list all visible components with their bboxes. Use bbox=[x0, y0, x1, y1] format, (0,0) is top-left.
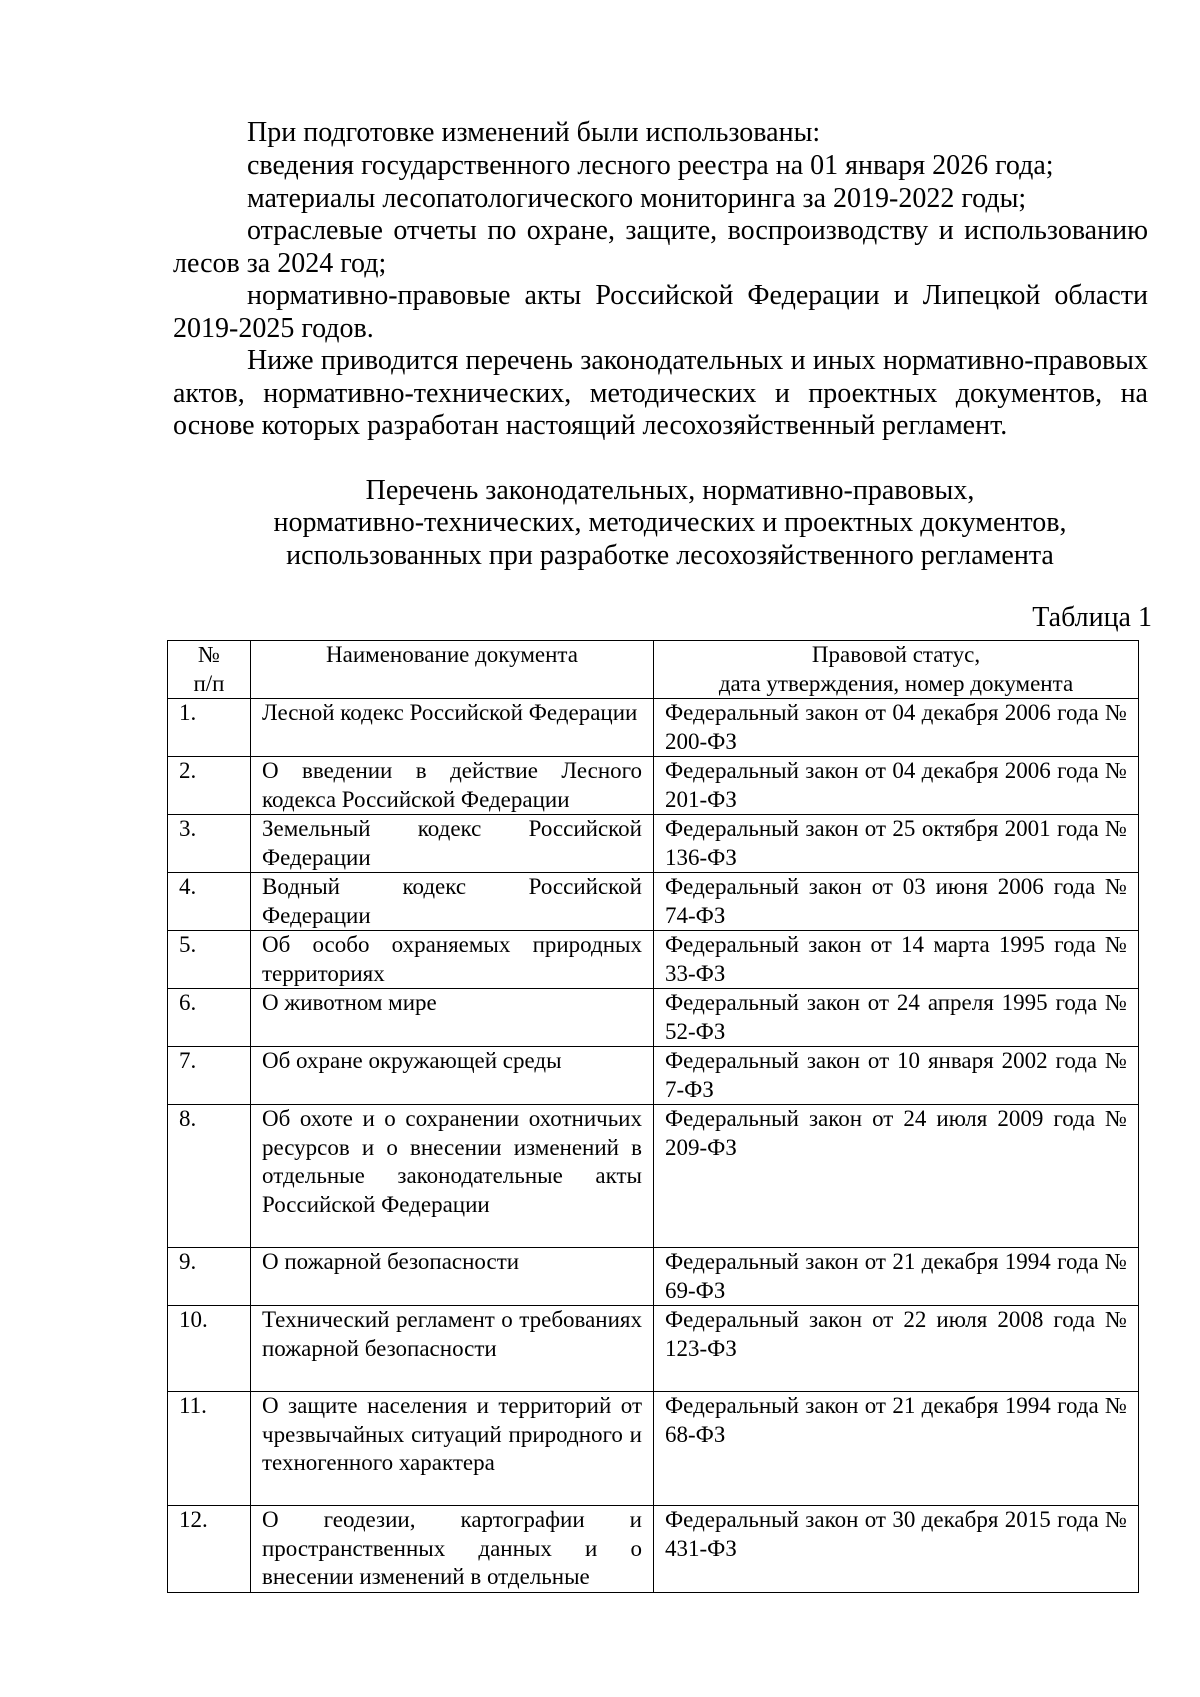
documents-table bbox=[167, 640, 1139, 1593]
table-row bbox=[168, 1248, 1139, 1306]
document-name: О введении в действие Лесного кодекса Российской Федерации bbox=[251, 757, 654, 815]
row-number: 2. bbox=[168, 757, 251, 815]
row-number: 9. bbox=[168, 1248, 251, 1306]
header-number bbox=[168, 641, 251, 699]
legal-status: Федеральный закон от 04 декабря 2006 года № 201-ФЗ bbox=[654, 757, 1139, 815]
row-number: 6. bbox=[168, 989, 251, 1047]
legal-status: Федеральный закон от 24 апреля 1995 года № 52-ФЗ bbox=[654, 989, 1139, 1047]
table-row bbox=[168, 1047, 1139, 1105]
row-number: 8. bbox=[168, 1105, 251, 1248]
row-number: 12. bbox=[168, 1506, 251, 1593]
table-caption: Таблица 1 bbox=[1032, 602, 1152, 633]
row-number: 5. bbox=[168, 931, 251, 989]
row-number: 4. bbox=[168, 873, 251, 931]
table-header-row bbox=[168, 641, 1139, 699]
table-row bbox=[168, 989, 1139, 1047]
row-number: 3. bbox=[168, 815, 251, 873]
paragraph-list-intro: Ниже приводится перечень законодательных и иных нормативно-правовых актов, нормативно-технических, методических и проектных документов, на основе которых разработан настоящий лесохозяйственный регламент. bbox=[173, 345, 1148, 441]
document-name: Водный кодекс Российской Федерации bbox=[251, 873, 654, 931]
document-name: Земельный кодекс Российской Федерации bbox=[251, 815, 654, 873]
document-name: О животном мире bbox=[251, 989, 654, 1047]
row-number: 10. bbox=[168, 1306, 251, 1392]
table-row bbox=[168, 931, 1139, 989]
legal-status: Федеральный закон от 24 июля 2009 года № 209-ФЗ bbox=[654, 1105, 1139, 1248]
document-name: Лесной кодекс Российской Федерации bbox=[251, 699, 654, 757]
paragraph-monitoring: материалы лесопатологического мониторинга за 2019-2022 годы; bbox=[247, 183, 1027, 214]
list-title-line-3: использованных при разработке лесохозяйственного регламента bbox=[286, 540, 1054, 571]
legal-status: Федеральный закон от 04 декабря 2006 года № 200-ФЗ bbox=[654, 699, 1139, 757]
legal-status: Федеральный закон от 22 июля 2008 года № 123-ФЗ bbox=[654, 1306, 1139, 1392]
table-row bbox=[168, 699, 1139, 757]
table-row bbox=[168, 1306, 1139, 1392]
legal-status: Федеральный закон от 14 марта 1995 года № 33-ФЗ bbox=[654, 931, 1139, 989]
header-legal-status bbox=[654, 641, 1139, 699]
document-name: О защите населения и территорий от чрезвычайных ситуаций природного и техногенного характера bbox=[251, 1392, 654, 1506]
table-row bbox=[168, 815, 1139, 873]
paragraph-industry-reports: отраслевые отчеты по охране, защите, воспроизводству и использованию лесов за 2024 год; bbox=[173, 215, 1148, 279]
document-name: Технический регламент о требованиях пожарной безопасности bbox=[251, 1306, 654, 1392]
document-name: О геодезии, картографии и пространственных данных и о внесении изменений в отдельные bbox=[251, 1506, 654, 1593]
document-name: О пожарной безопасности bbox=[251, 1248, 654, 1306]
legal-status: Федеральный закон от 30 декабря 2015 года № 431-ФЗ bbox=[654, 1506, 1139, 1593]
table-row bbox=[168, 1392, 1139, 1506]
paragraph-sources-intro: При подготовке изменений были использованы: bbox=[247, 117, 821, 148]
row-number: 11. bbox=[168, 1392, 251, 1506]
legal-status: Федеральный закон от 21 декабря 1994 года № 68-ФЗ bbox=[654, 1392, 1139, 1506]
table-row bbox=[168, 757, 1139, 815]
list-title-line-1: Перечень законодательных, нормативно-правовых, bbox=[365, 475, 975, 506]
legal-status: Федеральный закон от 21 декабря 1994 года № 69-ФЗ bbox=[654, 1248, 1139, 1306]
header-number-symbol: № bbox=[198, 642, 220, 667]
header-number-abbr: п/п bbox=[193, 670, 225, 696]
paragraph-legal-acts: нормативно-правовые акты Российской Федерации и Липецкой области 2019-2025 годов. bbox=[173, 280, 1148, 344]
legal-status: Федеральный закон от 03 июня 2006 года № 74-ФЗ bbox=[654, 873, 1139, 931]
header-document-name: Наименование документа bbox=[251, 641, 654, 699]
table-row bbox=[168, 1105, 1139, 1248]
list-title-line-2: нормативно-технических, методических и проектных документов, bbox=[273, 507, 1067, 538]
header-legal-status-line-1: Правовой статус, bbox=[811, 642, 981, 667]
document-name: Об особо охраняемых природных территориях bbox=[251, 931, 654, 989]
row-number: 7. bbox=[168, 1047, 251, 1105]
document-name: Об охоте и о сохранении охотничьих ресурсов и о внесении изменений в отдельные законодательные акты Российской Федерации bbox=[251, 1105, 654, 1248]
header-legal-status-line-2: дата утверждения, номер документа bbox=[718, 670, 1074, 696]
paragraph-forest-registry: сведения государственного лесного реестра на 01 января 2026 года; bbox=[247, 150, 1054, 181]
document-name: Об охране окружающей среды bbox=[251, 1047, 654, 1105]
table-row bbox=[168, 1506, 1139, 1593]
legal-status: Федеральный закон от 25 октября 2001 года № 136-ФЗ bbox=[654, 815, 1139, 873]
table-row bbox=[168, 873, 1139, 931]
legal-status: Федеральный закон от 10 января 2002 года № 7-ФЗ bbox=[654, 1047, 1139, 1105]
row-number: 1. bbox=[168, 699, 251, 757]
